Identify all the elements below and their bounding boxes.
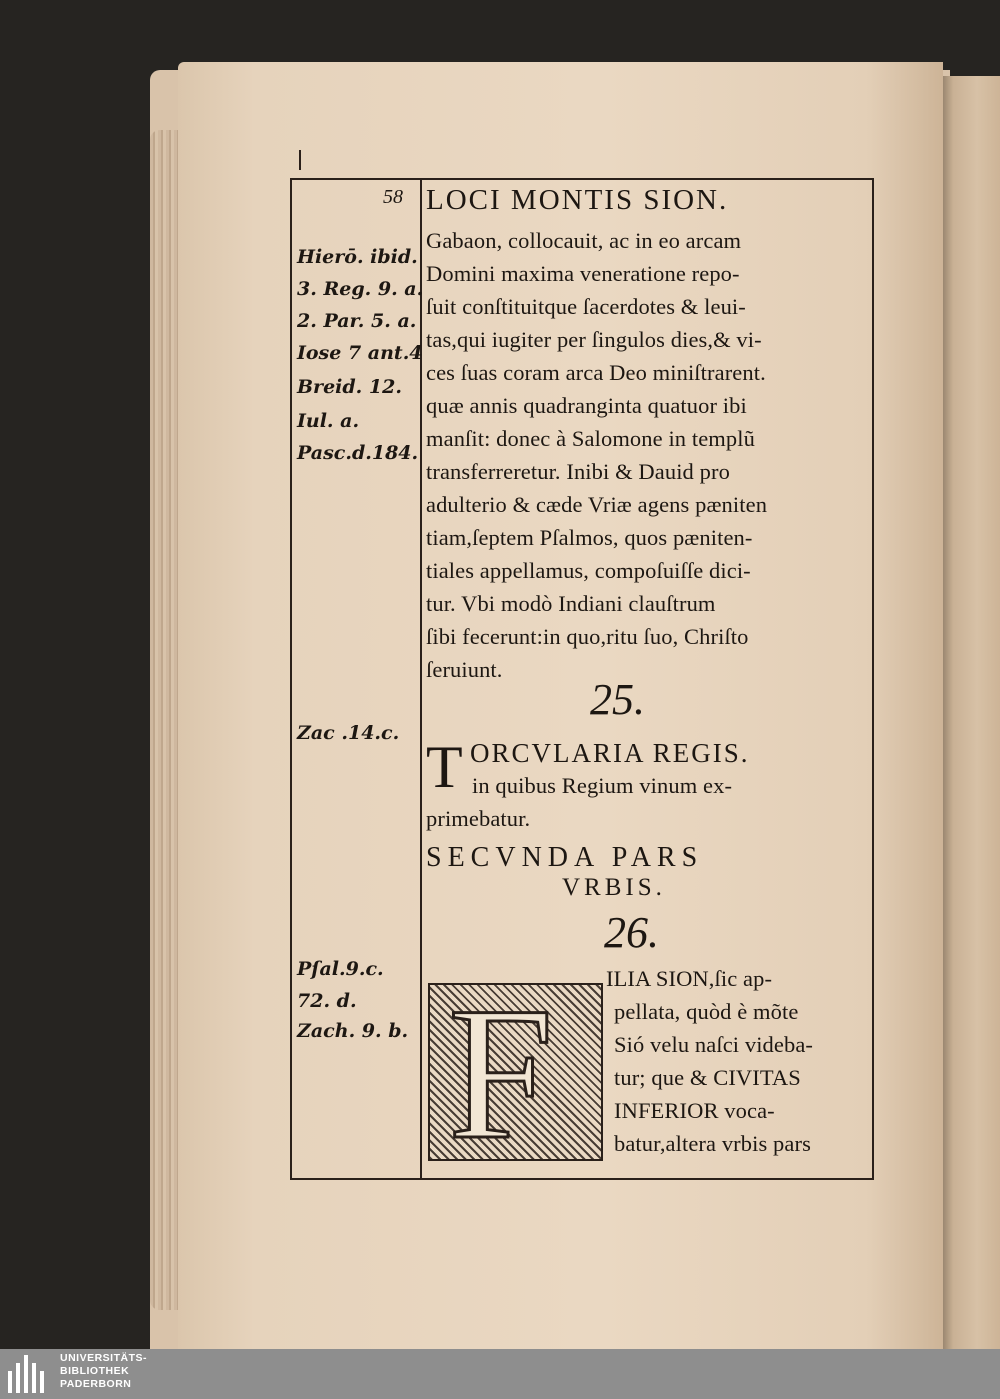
text-line: quæ annis quadranginta quatuor ibi [426, 393, 747, 418]
frame-top-rule [290, 178, 874, 180]
text-line: Domini maxima veneratione repo- [426, 261, 740, 286]
margin-note: Pſal.9.c. [297, 958, 384, 980]
page-number: 58 [383, 186, 403, 208]
text-line: ſuit conſtituitque ſacerdotes & leui- [426, 294, 746, 319]
text-line: ces ſuas coram arca Deo miniſtrarent. [426, 360, 766, 385]
text-line: tiam,ſeptem Pſalmos, quos pæniten- [426, 525, 753, 550]
margin-note: Zach. 9. b. [297, 1020, 409, 1042]
running-head: LOCI MONTIS SION. [426, 184, 729, 216]
part-heading: SECVNDA PARS [426, 842, 704, 873]
text-line: pellata, quòd è mõte [614, 999, 799, 1024]
text-line: ſeruiunt. [426, 657, 503, 682]
library-logo-icon [6, 1353, 52, 1393]
margin-note: Iose 7 ant.4 [297, 342, 423, 364]
woodcut-initial [428, 983, 603, 1161]
initial-letter: F [448, 983, 554, 1161]
text-line: adulterio & cæde Vriæ agens pæniten [426, 492, 768, 517]
margin-note: Hierō. ibid. [297, 246, 418, 268]
text-line: ILIA SION,ſic ap- [606, 966, 773, 991]
facing-page-edge [943, 76, 1000, 1350]
text-line: ſibi fecerunt:in quo,ritu ſuo, Chriſto [426, 624, 749, 649]
drop-capital: T [426, 734, 463, 800]
frame-tick [299, 150, 301, 170]
margin-note: Iul. a. [297, 410, 360, 432]
margin-note: Zac .14.c. [297, 722, 400, 744]
margin-note: 2. Par. 5. a. [297, 310, 417, 332]
part-subheading: VRBIS. [562, 874, 666, 901]
margin-note: 3. Reg. 9. a. [297, 278, 424, 300]
section-heading: ORCVLARIA REGIS. [470, 738, 750, 768]
library-name-line: UNIVERSITÄTS- [60, 1352, 148, 1364]
text-line: in quibus Regium vinum ex- [472, 773, 733, 798]
library-name-line: BIBLIOTHEK [60, 1365, 130, 1377]
text-line: tas,qui iugiter per ſingulos dies,& vi- [426, 327, 762, 352]
margin-note: 72. d. [297, 990, 357, 1012]
frame-left-rule [290, 178, 292, 1180]
section-number: 26. [604, 908, 659, 957]
text-line: Gabaon, collocauit, ac in eo arcam [426, 228, 742, 253]
text-line: batur,altera vrbis pars [614, 1131, 811, 1156]
text-line: Sió velu naſci videba- [614, 1032, 814, 1057]
frame-bottom-rule [290, 1178, 874, 1180]
frame-right-rule [872, 178, 874, 1180]
library-name-line: PADERBORN [60, 1378, 132, 1390]
margin-note: Pasc.d.184. [297, 442, 419, 464]
library-footer-bar [0, 1349, 1000, 1399]
text-line: tur. Vbi modò Indiani clauſtrum [426, 591, 716, 616]
text-line: transferreretur. Inibi & Dauid pro [426, 459, 730, 484]
section-number: 25. [590, 675, 645, 724]
text-line: manſit: donec à Salomone in templũ [426, 426, 755, 451]
frame-margin-rule [420, 178, 422, 1180]
text-line: primebatur. [426, 806, 531, 831]
text-line: tur; que & CIVITAS [614, 1065, 801, 1090]
text-line: INFERIOR voca- [614, 1098, 775, 1123]
text-line: tiales appellamus, compoſuiſſe dici- [426, 558, 751, 583]
margin-note: Breid. 12. [297, 376, 402, 398]
